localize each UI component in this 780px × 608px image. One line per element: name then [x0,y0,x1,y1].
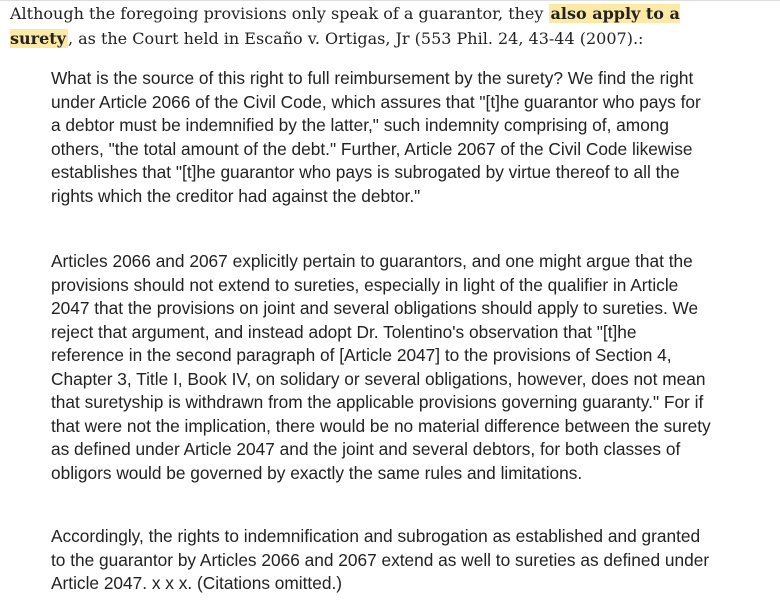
intro-text-before: Although the foregoing provisions only speak of a guarantor, they [10,4,549,23]
quote-paragraph-1: What is the source of this right to full reimbursement by the surety? We find the right under Article 2066 of the Civil Code, which assures that "[t]he guarantor who pays for a debtor must be indemnified by the latter," such indemnity comprising of, among others, "the total amount of the debt." Further, Article 2067 of the Civil Code likewise establishes that "[t]he guarantor who pays is subrogated by virtue thereof to all the rights which the creditor had against the debtor." [51,68,701,206]
quote-paragraph-3: Accordingly, the rights to indemnification and subrogation as established and granted to the guarantor by Articles 2066 and 2067 extend as well to sureties as defined under Article 2047. x x x. (Citations omitted.) [51,526,710,593]
quote-paragraph-2: Articles 2066 and 2067 explicitly pertain to guarantors, and one might argue that the provisions should not extend to sureties, especially in light of the qualifier in Article 2047 that the provisions on joint and several obligations should apply to sureties. We reject that argument, and instead adopt Dr. Tolentino's observation that "[t]he reference in the second paragraph of [Article 2047] to the provisions of Section 4, Chapter 3, Title I, Book IV, on solidary or several obligations, however, does not mean that suretyship is withdrawn from the applicable provisions governing guaranty." For if that were not the implication, there would be no material difference between the surety as defined under Article 2047 and the joint and several debtors, for both classes of obligors would be governed by exactly the same rules and limitations. [51,251,711,483]
intro-paragraph [10,1,710,51]
intro-text-after: , as the Court held in Escaño v. Ortigas, Jr (553 Phil. 24, 43-44 (2007).: [67,29,644,48]
highlighted-text: also apply to a surety [10,4,680,48]
